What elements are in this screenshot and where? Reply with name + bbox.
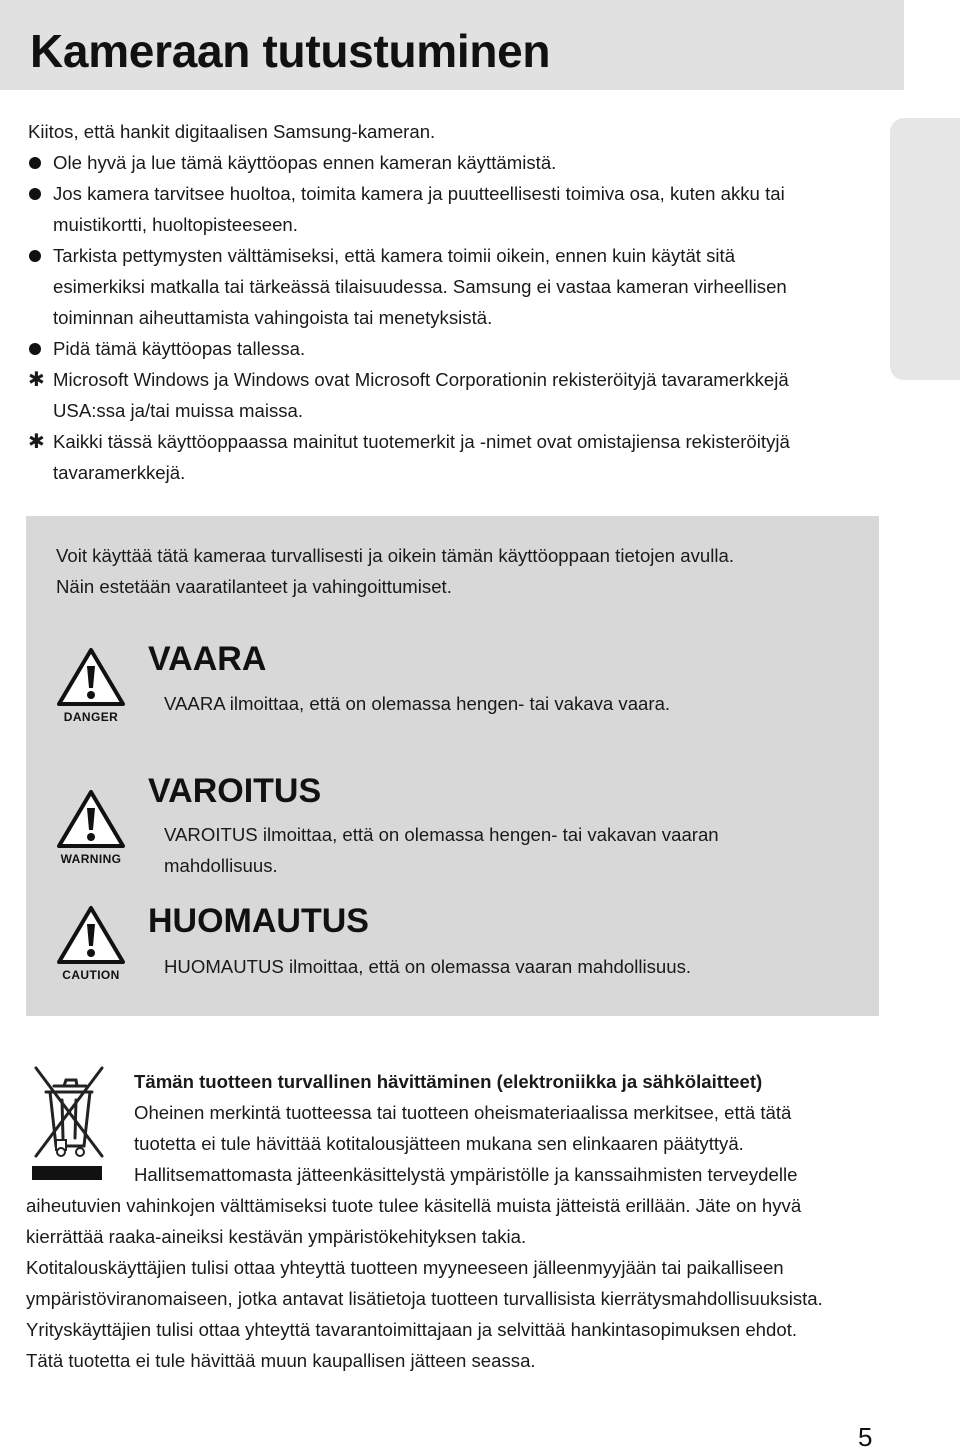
asterisk-icon: ✱ <box>28 367 45 391</box>
safety-intro-line: Voit käyttää tätä kameraa turvallisesti ja oikein tämän käyttöoppaan tietojen avulla. <box>56 545 735 566</box>
note-text: tavaramerkkejä. <box>53 462 186 483</box>
caution-description-line: HUOMAUTUS ilmoittaa, että on olemassa vaaran mahdollisuus. <box>164 956 692 977</box>
intro-section <box>28 116 868 488</box>
danger-triangle-icon <box>56 646 126 708</box>
caution-sign-label: CAUTION <box>62 968 120 982</box>
safety-intro <box>56 540 734 602</box>
bullet-item <box>28 240 868 333</box>
note-text: Kaikki tässä käyttöoppaassa mainitut tuotemerkit ja -nimet ovat omistajiensa rekisteröityjä <box>53 431 790 452</box>
disposal-line: Oheinen merkintä tuotteessa tai tuotteen oheismateriaalissa merkitsee, että tätä <box>134 1102 792 1123</box>
disposal-body-text <box>26 1190 896 1376</box>
warning-description-line: VAROITUS ilmoittaa, että on olemassa hengen- tai vakavan vaaran <box>164 824 719 845</box>
crossed-out-bin-icon <box>28 1062 108 1191</box>
bullet-item <box>28 178 868 240</box>
disposal-line: Hallitsemattomasta jätteenkäsittelystä ympäristölle ja kanssaihmisten terveydelle <box>134 1164 798 1185</box>
warning-sign <box>56 788 126 866</box>
bullet-text: Ole hyvä ja lue tämä käyttöopas ennen kameran käyttämistä. <box>53 152 557 173</box>
danger-description-line: VAARA ilmoittaa, että on olemassa hengen- tai vakava vaara. <box>164 693 671 714</box>
disposal-line: Tätä tuotetta ei tule hävittää muun kaupallisen jätteen seassa. <box>26 1350 536 1371</box>
warning-sign-label: WARNING <box>60 852 122 866</box>
caution-description <box>164 951 824 982</box>
page-title: Kameraan tutustuminen <box>30 25 551 77</box>
bullet-text: Jos kamera tarvitsee huoltoa, toimita kamera ja puutteellisesti toimiva osa, kuten akku tai <box>53 183 785 204</box>
bullet-dot-icon <box>29 188 41 200</box>
note-text: USA:ssa ja/tai muissa maissa. <box>53 400 304 421</box>
note-item <box>28 364 868 426</box>
bullet-text: muistikortti, huoltopisteeseen. <box>53 214 298 235</box>
disposal-indented-text <box>134 1097 874 1190</box>
bullet-dot-icon <box>29 343 41 355</box>
disposal-heading: Tämän tuotteen turvallinen hävittäminen (elektroniikka ja sähkölaitteet) <box>134 1071 763 1092</box>
intro-thanks: Kiitos, että hankit digitaalisen Samsung-kameran. <box>28 121 436 142</box>
note-item <box>28 426 868 488</box>
safety-info-box <box>26 516 879 1016</box>
warning-description-line: mahdollisuus. <box>164 855 278 876</box>
caution-triangle-icon <box>56 904 126 966</box>
bullet-text: Pidä tämä käyttöopas tallessa. <box>53 338 306 359</box>
warning-triangle-icon <box>56 788 126 850</box>
danger-title: VAARA <box>148 640 267 678</box>
section-side-tab <box>890 118 960 380</box>
disposal-line: Kotitalouskäyttäjien tulisi ottaa yhteyttä tuotteen myyneeseen jälleenmyyjään tai paikalliseen <box>26 1257 784 1278</box>
disposal-line: ympäristöviranomaiseen, jotka antavat lisätietoja tuotteen turvallisista kierrätysmahdollisuuksista. <box>26 1288 823 1309</box>
bullet-text: Tarkista pettymysten välttämiseksi, että kamera toimii oikein, ennen kuin käytät sitä <box>53 245 736 266</box>
warning-description <box>164 819 824 881</box>
bullet-text: toiminnan aiheuttamista vahingoista tai menetyksistä. <box>53 307 493 328</box>
disposal-line: aiheutuvien vahinkojen välttämiseksi tuote tulee käsitellä muista jätteistä erillään. Jäte on hyvä <box>26 1195 802 1216</box>
warning-title: VAROITUS <box>148 772 322 810</box>
disposal-line: Yrityskäyttäjien tulisi ottaa yhteyttä tavarantoimittajaan ja selvittää hankintasopimuksen ehdot. <box>26 1319 798 1340</box>
bullet-dot-icon <box>29 157 41 169</box>
danger-description <box>164 688 824 719</box>
caution-title: HUOMAUTUS <box>148 902 369 940</box>
asterisk-icon: ✱ <box>28 429 45 453</box>
bullet-dot-icon <box>29 250 41 262</box>
bullet-item <box>28 333 868 364</box>
bullet-text: esimerkiksi matkalla tai tärkeässä tilaisuudessa. Samsung ei vastaa kameran virheellisen <box>53 276 787 297</box>
note-text: Microsoft Windows ja Windows ovat Microsoft Corporationin rekisteröityjä tavaramerkkejä <box>53 369 789 390</box>
bullet-item <box>28 147 868 178</box>
disposal-line: kierrättää raaka-aineiksi kestävän ympäristökehityksen takia. <box>26 1226 527 1247</box>
page-number: 5 <box>858 1422 873 1452</box>
danger-sign-label: DANGER <box>63 710 119 724</box>
danger-sign <box>56 646 126 724</box>
disposal-line: tuotetta ei tule hävittää kotitalousjätteen mukana sen elinkaaren päätyttyä. <box>134 1133 744 1154</box>
caution-sign <box>56 904 126 982</box>
safety-intro-line: Näin estetään vaaratilanteet ja vahingoittumiset. <box>56 576 452 597</box>
